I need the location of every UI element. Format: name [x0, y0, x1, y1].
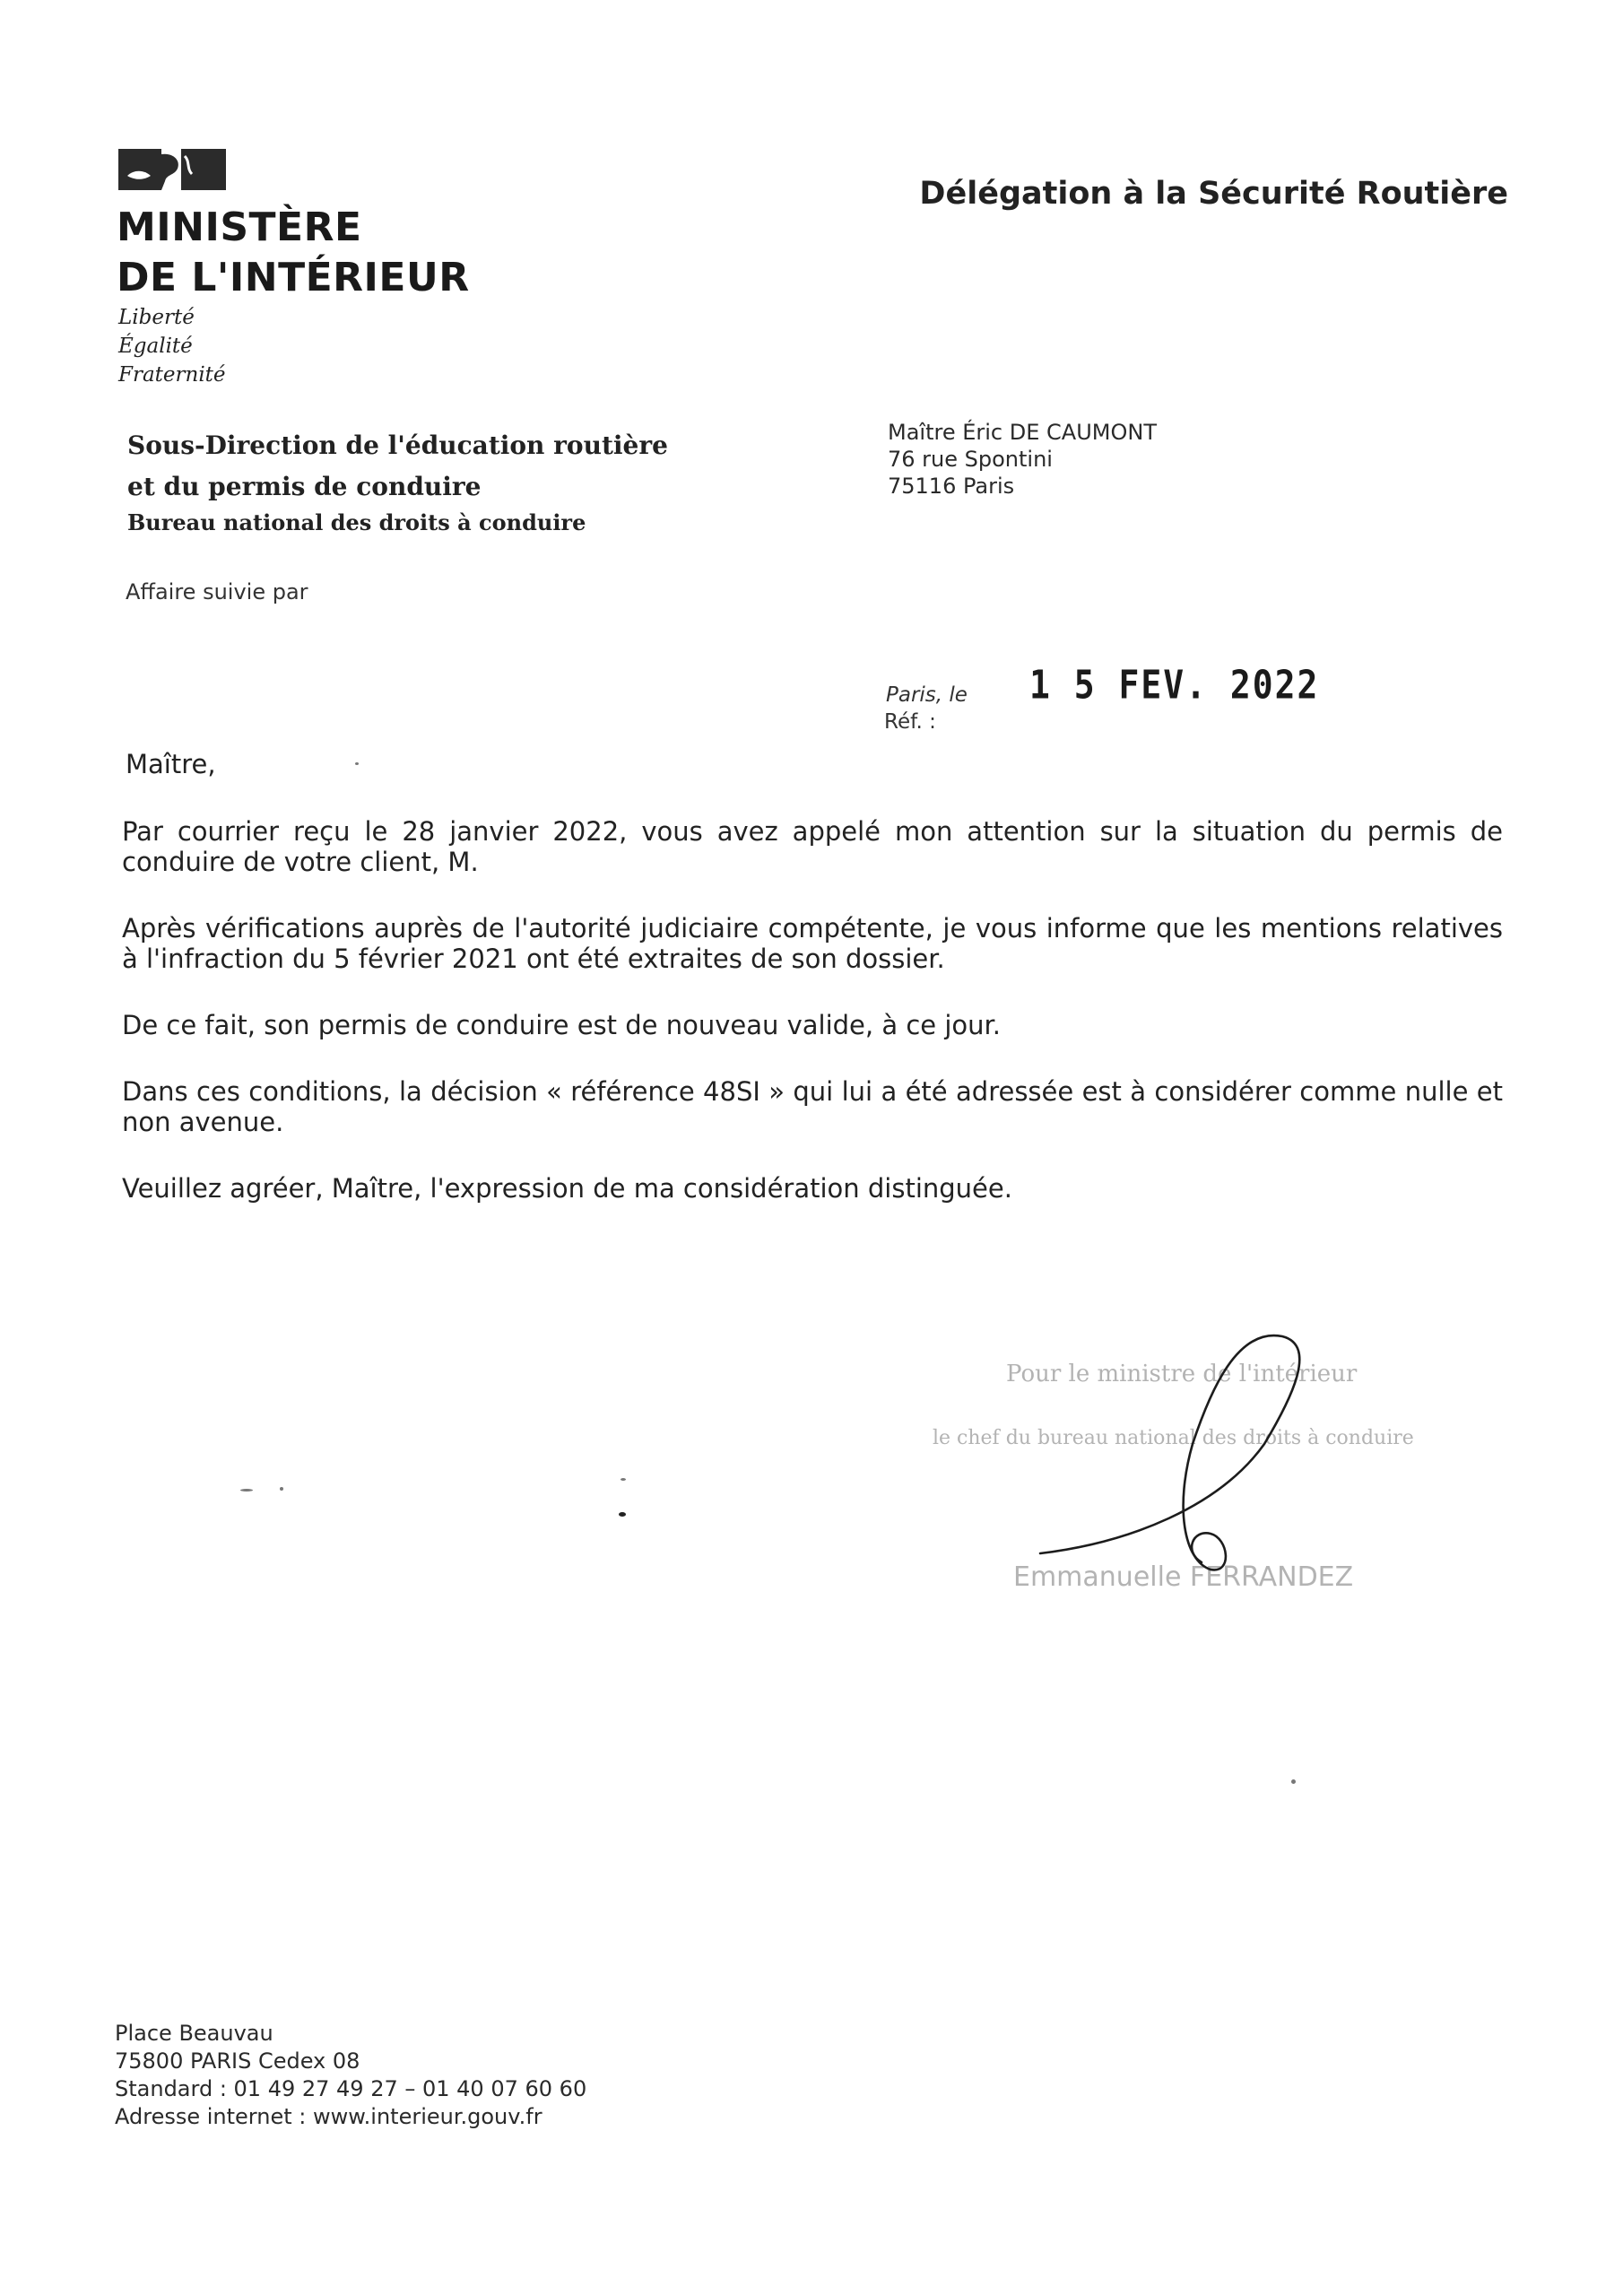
footer-line-2: 75800 PARIS Cedex 08	[115, 2048, 360, 2074]
recipient-address	[888, 419, 1157, 500]
motto-egalite: Égalité	[118, 335, 193, 358]
recipient-street: 76 rue Spontini	[888, 447, 1053, 472]
date-stamp: 1 5 FEV. 2022	[1029, 662, 1320, 708]
footer-address	[115, 2020, 586, 2131]
scan-speck	[619, 1512, 626, 1517]
paragraph-2: Après vérifications auprès de l'autorité judiciaire compétente, je vous informe que les mentions relatives à l'infraction du 5 février 2021 ont été extraites de son dossier.	[122, 913, 1503, 974]
signature-name: Emmanuelle FERRANDEZ	[1013, 1561, 1354, 1593]
paragraph-5: Veuillez agréer, Maître, l'expression de ma considération distinguée.	[122, 1173, 1012, 1204]
bureau-name: Bureau national des droits à conduire	[127, 509, 586, 535]
signature-line-3: le chef du bureau national des droits à conduire	[933, 1427, 1414, 1449]
footer-line-4: Adresse internet : www.interieur.gouv.fr	[115, 2104, 542, 2129]
sub-direction-line-1: Sous-Direction de l'éducation routière	[127, 430, 668, 460]
delegation-heading: Délégation à la Sécurité Routière	[919, 176, 1508, 212]
scan-speck	[621, 1478, 626, 1481]
signature-line-1: Pour le ministre de l'intérieur	[1006, 1361, 1358, 1387]
marianne-logo-icon	[118, 149, 226, 190]
ministry-title	[117, 203, 470, 303]
ministry-line-1: MINISTÈRE	[117, 204, 362, 250]
motto-fraternite: Fraternité	[118, 363, 226, 387]
ministry-line-2: DE L'INTÉRIEUR	[117, 255, 470, 300]
scan-speck	[280, 1487, 283, 1491]
place-label: Paris, le	[886, 683, 968, 707]
salutation: Maître,	[126, 749, 216, 779]
republic-motto	[118, 303, 226, 389]
footer-line-3: Standard : 01 49 27 49 27 – 01 40 07 60 60	[115, 2076, 587, 2101]
paragraph-3: De ce fait, son permis de conduire est de nouveau valide, à ce jour.	[122, 1010, 1001, 1040]
sub-direction-line-2: et du permis de conduire	[127, 472, 482, 501]
scan-speck	[240, 1489, 253, 1492]
paragraph-1: Par courrier reçu le 28 janvier 2022, vous avez appelé mon attention sur la situation du permis de conduire de votre client, M.	[122, 816, 1503, 877]
scan-speck	[1291, 1779, 1296, 1784]
affaire-suivie-label: Affaire suivie par	[126, 579, 308, 604]
recipient-city: 75116 Paris	[888, 474, 1015, 499]
recipient-name: Maître Éric DE CAUMONT	[888, 420, 1157, 445]
signature-block	[924, 1327, 1444, 1596]
sub-direction	[127, 425, 668, 508]
footer-line-1: Place Beauvau	[115, 2021, 273, 2046]
motto-liberte: Liberté	[118, 306, 195, 329]
reference-label: Réf. :	[884, 710, 936, 734]
paragraph-4: Dans ces conditions, la décision « référence 48SI » qui lui a été adressée est à considérer comme nulle et non avenue.	[122, 1076, 1503, 1137]
letter-body	[122, 816, 1503, 1239]
scan-speck	[355, 762, 359, 765]
